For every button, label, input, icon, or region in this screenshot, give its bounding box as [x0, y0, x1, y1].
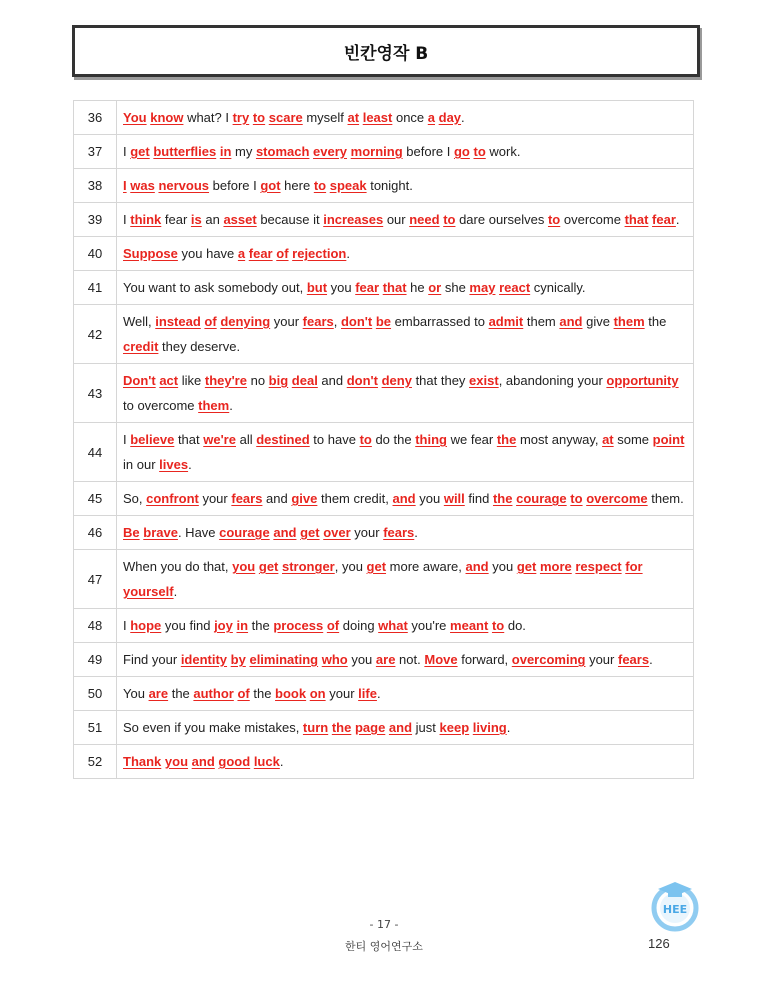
sentence-cell: [117, 550, 694, 609]
sentence-text: your: [325, 686, 359, 701]
sentence-text: .: [506, 720, 511, 735]
answer-word: keep: [439, 720, 470, 735]
answer-word: get: [366, 559, 387, 574]
table-row: [74, 643, 694, 677]
sentence-text: .: [461, 110, 465, 125]
answer-word: stomach: [255, 144, 310, 159]
row-number: 48: [74, 609, 117, 643]
sentence-text: I: [123, 144, 131, 159]
answer-word: got: [260, 178, 281, 193]
sentence-text: to overcome: [123, 398, 199, 413]
row-number: 36: [74, 101, 117, 135]
sentence-text: you have: [177, 246, 238, 261]
answer-word: morning: [350, 144, 403, 159]
sentence-text: we fear: [446, 432, 497, 447]
table-row: [74, 609, 694, 643]
sentence-text: and: [317, 373, 347, 388]
sentence-text: .: [188, 457, 192, 472]
answer-word: identity: [180, 652, 228, 667]
sentence-cell: [117, 305, 694, 364]
sentence-text: , abandoning your: [498, 373, 607, 388]
answer-word: courage: [219, 525, 270, 540]
row-number: 40: [74, 237, 117, 271]
answer-word: overcoming: [511, 652, 586, 667]
sentence-cell: [117, 677, 694, 711]
answer-word: of: [276, 246, 289, 261]
sentence-text: .: [229, 398, 233, 413]
sentence-text: you find: [161, 618, 215, 633]
sentence-table: [73, 100, 694, 779]
sentence-text: them.: [647, 491, 684, 506]
sentence-text: before I: [402, 144, 454, 159]
answer-word: to: [491, 618, 505, 633]
sentence-text: .: [649, 652, 653, 667]
answer-word: you: [164, 754, 189, 769]
answer-word: to: [547, 212, 561, 227]
page-number: 126: [648, 936, 670, 951]
row-number: 49: [74, 643, 117, 677]
answer-word: was: [130, 178, 155, 193]
answer-word: destined: [256, 432, 310, 447]
answer-word: get: [258, 559, 279, 574]
sentence-text: the: [168, 686, 194, 701]
sentence-text: find: [464, 491, 493, 506]
table-row: [74, 745, 694, 779]
sentence-text: what? I: [183, 110, 233, 125]
answer-word: yourself: [123, 584, 174, 599]
sentence-text: So even if you make mistakes,: [123, 720, 303, 735]
table-row: [74, 516, 694, 550]
answer-word: thing: [415, 432, 447, 447]
answer-word: day: [438, 110, 462, 125]
sentence-text: I: [123, 212, 131, 227]
logo-text: HEE: [662, 903, 688, 916]
sentence-text: Well,: [123, 314, 156, 329]
row-number: 47: [74, 550, 117, 609]
sentence-text: because it: [256, 212, 324, 227]
sentence-text: .: [173, 584, 178, 599]
sentence-text: you: [327, 280, 356, 295]
sentence-cell: [117, 203, 694, 237]
answer-word: point: [652, 432, 685, 447]
sentence-text: our: [383, 212, 410, 227]
answer-word: will: [443, 491, 465, 506]
answer-word: exist: [469, 373, 499, 388]
answer-word: what: [378, 618, 408, 633]
answer-word: brave: [143, 525, 178, 540]
sentence-text: doing: [339, 618, 379, 633]
table-row: [74, 169, 694, 203]
answer-word: a: [427, 110, 436, 125]
sentence-text: myself: [302, 110, 348, 125]
answer-word: believe: [130, 432, 175, 447]
table-row: [74, 423, 694, 482]
sentence-cell: [117, 609, 694, 643]
sentence-text: I: [123, 618, 131, 633]
page-title: 빈칸영작 B: [72, 25, 700, 77]
answer-word: to: [443, 212, 456, 227]
answer-word: at: [602, 432, 614, 447]
answer-word: of: [326, 618, 340, 633]
answer-word: fear: [652, 212, 676, 227]
sentence-text: they deserve.: [158, 339, 241, 354]
table-row: [74, 101, 694, 135]
answer-word: know: [150, 110, 184, 125]
sentence-text: them credit,: [317, 491, 393, 506]
sentence-text: overcome: [560, 212, 625, 227]
sentence-text: ,: [333, 314, 341, 329]
answer-word: the: [496, 432, 517, 447]
answer-word: meant: [450, 618, 489, 633]
answer-word: butterflies: [153, 144, 217, 159]
row-number: 45: [74, 482, 117, 516]
answer-word: Be: [123, 525, 140, 540]
answer-word: good: [218, 754, 251, 769]
sentence-text: that: [174, 432, 204, 447]
sentence-text: most anyway,: [516, 432, 603, 447]
sentence-text: before I: [209, 178, 261, 193]
sentence-cell: [117, 237, 694, 271]
answer-word: by: [230, 652, 246, 667]
row-number: 38: [74, 169, 117, 203]
answer-word: and: [392, 491, 416, 506]
answer-word: fears: [383, 525, 415, 540]
answer-word: to: [570, 491, 583, 506]
sentence-cell: [117, 271, 694, 305]
sentence-cell: [117, 711, 694, 745]
answer-word: Suppose: [123, 246, 178, 261]
sentence-text: Find your: [123, 652, 181, 667]
sentence-cell: [117, 516, 694, 550]
sentence-text: not.: [395, 652, 425, 667]
sentence-text: your: [198, 491, 232, 506]
answer-word: speak: [329, 178, 367, 193]
table-row: [74, 135, 694, 169]
answer-word: get: [300, 525, 320, 540]
answer-word: in: [219, 144, 232, 159]
answer-word: at: [347, 110, 360, 125]
sentence-text: just: [412, 720, 440, 735]
answer-word: opportunity: [606, 373, 679, 388]
sentence-text: the: [248, 618, 274, 633]
answer-word: I: [123, 178, 127, 193]
answer-word: get: [516, 559, 537, 574]
sentence-text: I: [123, 432, 131, 447]
sentence-text: You want to ask somebody out,: [123, 280, 307, 295]
answer-word: on: [309, 686, 326, 701]
answer-word: go: [453, 144, 470, 159]
answer-word: denying: [220, 314, 271, 329]
answer-word: book: [275, 686, 307, 701]
sentence-text: .: [376, 686, 381, 701]
sentence-text: .: [675, 212, 680, 227]
answer-word: be: [375, 314, 392, 329]
answer-word: of: [204, 314, 217, 329]
organization-name: 한티 영어연구소: [345, 940, 423, 953]
answer-word: to: [359, 432, 372, 447]
table-row: [74, 364, 694, 423]
answer-word: to: [313, 178, 327, 193]
sentence-cell: [117, 745, 694, 779]
answer-word: a: [237, 246, 246, 261]
answer-word: are: [148, 686, 169, 701]
sentence-text: you: [488, 559, 517, 574]
answer-word: and: [465, 559, 489, 574]
answer-word: react: [499, 280, 531, 295]
answer-word: page: [354, 720, 386, 735]
sentence-text: work.: [485, 144, 521, 159]
sentence-text: tonight.: [366, 178, 413, 193]
sentence-text: that they: [411, 373, 470, 388]
answer-word: deal: [291, 373, 318, 388]
answer-word: instead: [155, 314, 201, 329]
answer-word: who: [321, 652, 348, 667]
answer-word: You: [123, 110, 147, 125]
answer-word: you: [232, 559, 256, 574]
sentence-cell: [117, 101, 694, 135]
sentence-text: you: [347, 652, 376, 667]
answer-word: them: [198, 398, 230, 413]
sentence-text: some: [613, 432, 653, 447]
answer-word: Thank: [123, 754, 162, 769]
row-number: 43: [74, 364, 117, 423]
answer-word: fear: [355, 280, 380, 295]
sentence-text: . Have: [177, 525, 220, 540]
answer-word: hope: [130, 618, 162, 633]
sentence-text: to have: [309, 432, 360, 447]
sentence-text: cynically.: [530, 280, 586, 295]
sentence-text: she: [441, 280, 470, 295]
answer-word: nervous: [158, 178, 210, 193]
answer-word: the: [331, 720, 352, 735]
table-row: [74, 305, 694, 364]
answer-word: credit: [123, 339, 159, 354]
row-number: 51: [74, 711, 117, 745]
answer-word: are: [375, 652, 396, 667]
answer-word: give: [291, 491, 318, 506]
sentence-text: my: [231, 144, 256, 159]
answer-word: and: [273, 525, 297, 540]
sentence-text: no: [246, 373, 269, 388]
answer-word: think: [130, 212, 162, 227]
answer-word: try: [232, 110, 250, 125]
sentence-text: more aware,: [386, 559, 466, 574]
row-number: 37: [74, 135, 117, 169]
sentence-text: So,: [123, 491, 147, 506]
answer-word: to: [252, 110, 266, 125]
answer-word: over: [323, 525, 351, 540]
answer-word: they're: [204, 373, 247, 388]
answer-word: is: [190, 212, 202, 227]
answer-word: every: [313, 144, 348, 159]
answer-word: need: [409, 212, 440, 227]
sentence-text: once: [392, 110, 428, 125]
sentence-text: your: [350, 525, 384, 540]
row-number: 46: [74, 516, 117, 550]
answer-word: more: [539, 559, 572, 574]
sentence-text: all: [235, 432, 257, 447]
row-number: 52: [74, 745, 117, 779]
sentence-text: the: [644, 314, 667, 329]
answer-word: respect: [575, 559, 622, 574]
row-number: 50: [74, 677, 117, 711]
answer-word: act: [159, 373, 179, 388]
answer-word: eliminating: [249, 652, 319, 667]
table-row: [74, 550, 694, 609]
answer-word: overcome: [586, 491, 648, 506]
table-row: [74, 203, 694, 237]
answer-word: the: [492, 491, 513, 506]
sentence-text: an: [201, 212, 224, 227]
answer-word: courage: [516, 491, 567, 506]
answer-word: author: [193, 686, 234, 701]
sentence-text: here: [280, 178, 314, 193]
answer-word: we're: [203, 432, 236, 447]
sentence-cell: [117, 482, 694, 516]
table-row: [74, 677, 694, 711]
sentence-text: and: [262, 491, 292, 506]
page-marker: - 17 -: [369, 918, 399, 931]
answer-word: and: [559, 314, 583, 329]
sentence-text: like: [178, 373, 205, 388]
sentence-text: he: [406, 280, 429, 295]
answer-word: to: [473, 144, 486, 159]
row-number: 44: [74, 423, 117, 482]
answer-word: living: [472, 720, 507, 735]
answer-word: them: [613, 314, 645, 329]
answer-word: stronger: [282, 559, 335, 574]
sentence-cell: [117, 169, 694, 203]
sentence-cell: [117, 423, 694, 482]
sentence-text: When you do that,: [123, 559, 233, 574]
sentence-cell: [117, 364, 694, 423]
sentence-text: .: [279, 754, 284, 769]
answer-word: admit: [488, 314, 524, 329]
sentence-text: .: [346, 246, 350, 261]
sentence-text: fear: [161, 212, 191, 227]
sentence-text: in our: [123, 457, 160, 472]
sentence-text: do.: [504, 618, 526, 633]
answer-word: process: [273, 618, 324, 633]
sentence-text: dare ourselves: [455, 212, 548, 227]
answer-word: asset: [223, 212, 257, 227]
answer-word: big: [268, 373, 289, 388]
answer-word: that: [624, 212, 649, 227]
sentence-text: do the: [371, 432, 416, 447]
answer-word: don't: [340, 314, 373, 329]
sentence-text: them: [523, 314, 560, 329]
table-row: [74, 711, 694, 745]
answer-word: or: [428, 280, 442, 295]
sentence-text: your: [270, 314, 303, 329]
sentence-text: the: [249, 686, 276, 701]
answer-word: fears: [302, 314, 334, 329]
answer-word: Don't: [123, 373, 156, 388]
table-row: [74, 237, 694, 271]
answer-word: that: [382, 280, 407, 295]
answer-word: turn: [302, 720, 329, 735]
sentence-text: you're: [407, 618, 451, 633]
answer-word: joy: [214, 618, 233, 633]
sentence-text: You: [123, 686, 149, 701]
answer-word: for: [625, 559, 643, 574]
sentence-text: , you: [334, 559, 367, 574]
sentence-text: forward,: [457, 652, 512, 667]
answer-word: fears: [231, 491, 263, 506]
sentence-cell: [117, 135, 694, 169]
answer-word: fear: [248, 246, 273, 261]
answer-word: don't: [346, 373, 378, 388]
answer-word: increases: [323, 212, 384, 227]
table-row: [74, 482, 694, 516]
answer-word: luck: [253, 754, 280, 769]
answer-word: life: [358, 686, 377, 701]
row-number: 39: [74, 203, 117, 237]
table-row: [74, 271, 694, 305]
answer-word: rejection: [292, 246, 347, 261]
sentence-text: give: [582, 314, 614, 329]
answer-word: in: [236, 618, 249, 633]
sentence-text: your: [585, 652, 618, 667]
answer-word: get: [130, 144, 150, 159]
answer-word: of: [237, 686, 250, 701]
answer-word: scare: [268, 110, 303, 125]
sentence-text: you: [415, 491, 444, 506]
answer-word: lives: [159, 457, 189, 472]
row-number: 41: [74, 271, 117, 305]
row-number: 42: [74, 305, 117, 364]
sentence-text: .: [414, 525, 418, 540]
sentence-text: embarrassed to: [391, 314, 489, 329]
answer-word: deny: [381, 373, 412, 388]
sentence-cell: [117, 643, 694, 677]
answer-word: and: [191, 754, 215, 769]
answer-word: fears: [617, 652, 650, 667]
answer-word: may: [469, 280, 496, 295]
answer-word: confront: [146, 491, 199, 506]
answer-word: least: [362, 110, 393, 125]
answer-word: but: [306, 280, 328, 295]
answer-word: Move: [424, 652, 458, 667]
answer-word: and: [388, 720, 413, 735]
